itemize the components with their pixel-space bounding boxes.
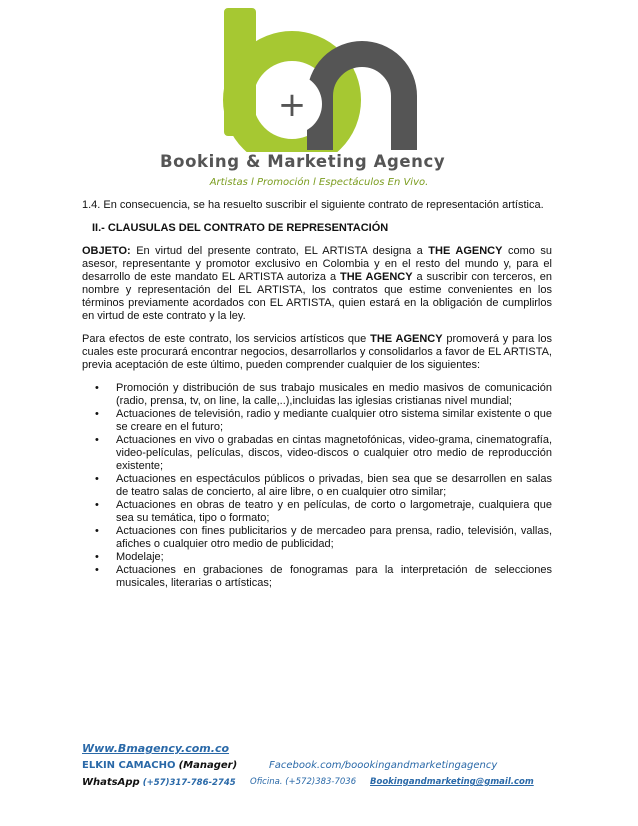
- intro-paragraph: 1.4. En consecuencia, se ha resuelto suscribir el siguiente contrato de representación artística.: [82, 199, 544, 211]
- agency-mention: THE AGENCY: [340, 271, 413, 283]
- list-item-text: Actuaciones en espectáculos públicos o privadas, bien sea que se desarrollen en salas de teatro salas de concierto, al aire libre, o en cualquier otro similar;: [116, 473, 552, 498]
- list-item-text: Actuaciones en grabaciones de fonogramas para la interpretación de selecciones musicales, literarias o artísticas;: [116, 564, 552, 589]
- manager-role: (Manager): [178, 760, 238, 771]
- list-item-text: Actuaciones en vivo o grabadas en cintas magnetofónicas, video-grama, cinematografía, video-películas, películas, discos, video-discos o cualquier otro medio de reproducción existente;: [116, 434, 552, 472]
- footer-line-website: [82, 740, 602, 757]
- objeto-paragraph: [82, 245, 552, 323]
- list-item: [82, 382, 552, 408]
- list-item-text: Actuaciones de televisión, radio y mediante cualquier otro sistema similar existente o que se creare en el futuro;: [116, 408, 552, 433]
- bullet-icon: •: [95, 525, 99, 537]
- office-phone: Oficina. (+572)383-7036: [250, 777, 357, 787]
- bullet-icon: •: [95, 564, 99, 576]
- list-item: [82, 564, 552, 590]
- agency-logo: [200, 0, 440, 152]
- agency-mention: THE AGENCY: [370, 333, 443, 345]
- tagline: Artistas l Promoción l Espectáculos En Vivo.: [209, 177, 429, 188]
- bullet-icon: •: [95, 382, 99, 394]
- objeto-text-1: En virtud del presente contrato, EL ARTISTA designa a: [130, 245, 429, 257]
- list-item-text: Actuaciones con fines publicitarios y de mercadeo para prensa, radio, televisión, vallas, afiches o cualquier otro medio de publicidad;: [116, 525, 552, 550]
- brand-name: Booking & Marketing Agency: [160, 152, 446, 171]
- logo-n-arch: [320, 54, 404, 150]
- bullet-icon: •: [95, 473, 99, 485]
- agency-mention: THE AGENCY: [428, 245, 503, 257]
- services-intro-paragraph: [82, 333, 552, 372]
- facebook-link[interactable]: Facebook.com/boookingandmarketingagency: [269, 760, 498, 771]
- list-item: [82, 473, 552, 499]
- list-item-text: Modelaje;: [116, 551, 164, 563]
- list-item: [82, 408, 552, 434]
- list-item: [82, 434, 552, 473]
- objeto-text-2: como su asesor, representante y promotor exclusivo en Colombia y en el resto del mundo y, para el desarrollo de este mandato EL ARTISTA autoriza a: [82, 245, 552, 283]
- bullet-icon: •: [95, 499, 99, 511]
- objeto-label: OBJETO:: [82, 245, 131, 257]
- section-heading: II.- CLAUSULAS DEL CONTRATO DE REPRESENTACIÓN: [92, 222, 389, 234]
- list-item-text: Actuaciones en obras de teatro y en películas, de corto o largometraje, cualquiera que sea su temática, tipo o formato;: [116, 499, 552, 524]
- document-body: [82, 199, 552, 590]
- bullet-icon: •: [95, 434, 99, 446]
- objeto-text-3: a suscribir con terceros, en nombre y representación del EL ARTISTA, los contratos que estime convenientes en los términos previamente acordados con EL ARTISTA, quien estará en la obligación de cumplirlos en virtud de este contrato y la ley.: [82, 271, 552, 322]
- list-item: [82, 525, 552, 551]
- whatsapp-label: WhatsApp: [82, 777, 140, 788]
- email-link[interactable]: Bookingandmarketing@gmail.com: [370, 777, 534, 787]
- list-item: [82, 551, 552, 564]
- bullet-icon: •: [95, 408, 99, 420]
- logo-plus-sign: +: [277, 85, 307, 125]
- whatsapp-number: (+57)317-786-2745: [142, 778, 236, 788]
- list-item: [82, 499, 552, 525]
- footer-line-phones: [82, 774, 602, 791]
- services-list: [82, 382, 552, 590]
- services-intro-text-1: Para efectos de este contrato, los servicios artísticos que: [82, 333, 371, 345]
- manager-name: ELKIN CAMACHO: [82, 760, 176, 771]
- website-link[interactable]: Www.Bmagency.com.co: [82, 742, 230, 755]
- bullet-icon: •: [95, 551, 99, 563]
- services-intro-text-2: promoverá y para los cuales este procurará encontrar negocios, desarrollarlos y consolidarlos a favor de EL ARTISTA, previa aceptación de este último, pueden comprender cualquier de los siguientes:: [82, 333, 552, 371]
- footer-line-manager: [82, 757, 602, 774]
- list-item-text: Promoción y distribución de sus trabajo musicales en medio masivos de comunicación (radio, prensa, tv, on line, la calle,..),incluidas las iglesias cristianas nivel mundial;: [116, 382, 552, 407]
- contact-footer: [82, 740, 602, 791]
